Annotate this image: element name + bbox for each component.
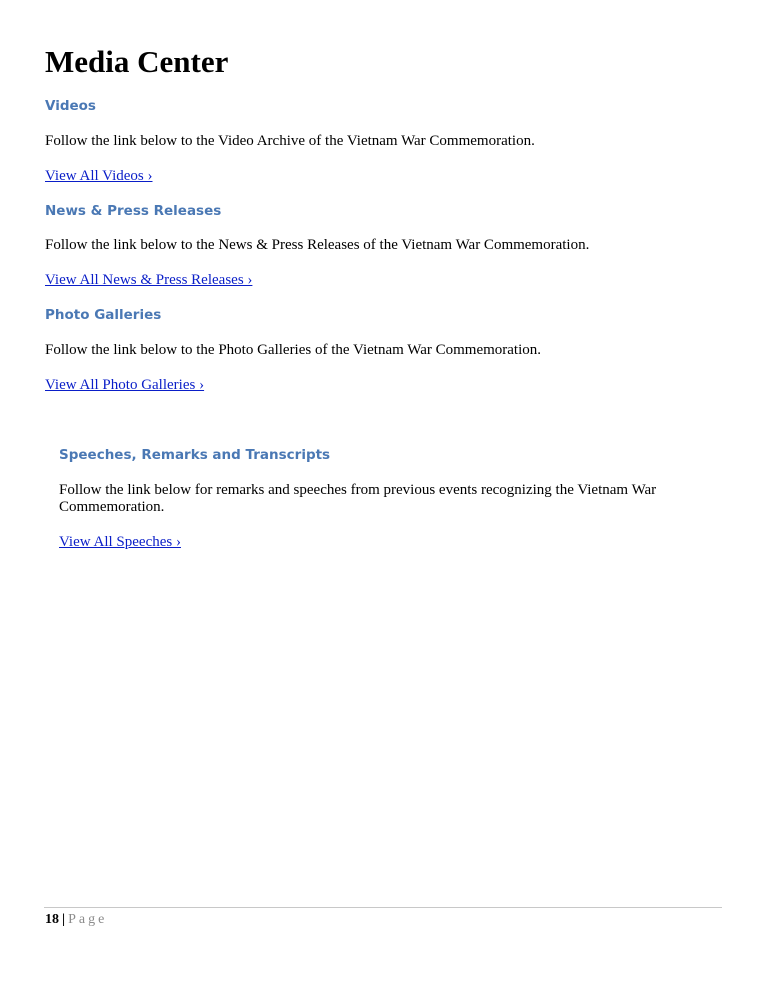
page-number: 18: [45, 912, 59, 927]
page-title: Media Center: [45, 44, 229, 79]
view-all-photo-galleries-link[interactable]: View All Photo Galleries ›: [45, 377, 205, 393]
view-all-speeches-link[interactable]: View All Speeches ›: [59, 534, 181, 550]
section-heading-speeches: Speeches, Remarks and Transcripts: [59, 447, 331, 463]
section-heading-photos: Photo Galleries: [45, 307, 162, 323]
section-text-videos: Follow the link below to the Video Archive of the Vietnam War Commemoration.: [45, 133, 535, 149]
section-text-speeches-line2: Commemoration.: [59, 499, 165, 515]
section-heading-news: News & Press Releases: [45, 203, 222, 219]
page-word: Page: [68, 912, 108, 927]
section-text-news: Follow the link below to the News & Press Releases of the Vietnam War Commemoration.: [45, 237, 590, 253]
view-all-news-link[interactable]: View All News & Press Releases ›: [45, 272, 253, 288]
section-text-photos: Follow the link below to the Photo Galleries of the Vietnam War Commemoration.: [45, 342, 542, 358]
view-all-videos-link[interactable]: View All Videos ›: [45, 168, 153, 184]
footer-separator: |: [62, 912, 66, 927]
section-text-speeches-line1: Follow the link below for remarks and speeches from previous events recognizing the Vietnam War: [59, 482, 657, 498]
page-footer: [45, 911, 107, 929]
footer-divider: [44, 907, 722, 908]
section-heading-videos: Videos: [45, 98, 96, 114]
